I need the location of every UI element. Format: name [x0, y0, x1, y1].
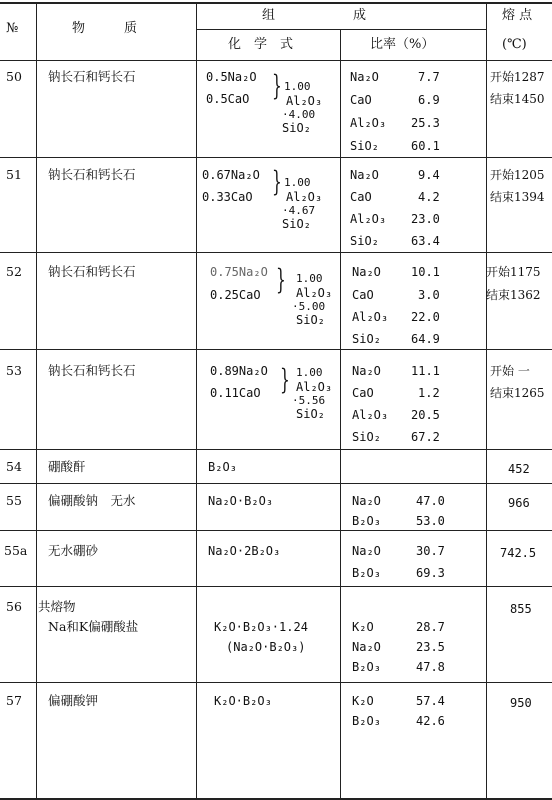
melting-start: 开始 一: [490, 364, 530, 378]
formula-right: ·4.00: [282, 108, 316, 121]
row-no: 51: [6, 167, 22, 182]
row-name: 无水硼砂: [48, 543, 99, 558]
col-line-4: [486, 2, 487, 800]
row-no: 52: [6, 264, 22, 279]
brace: }: [272, 165, 282, 198]
formula: B₂O₃: [208, 460, 237, 474]
ratio-compound: K₂O: [352, 694, 374, 708]
brace: }: [272, 69, 282, 102]
row-name: 硼酸酐: [48, 459, 86, 474]
ratio-compound: Na₂O: [350, 70, 379, 84]
row-sep-55: [0, 530, 552, 531]
ratio-compound: Al₂O₃: [352, 408, 389, 422]
formula-right: 1.00: [284, 176, 311, 189]
melting-start: 开始1175: [486, 265, 541, 279]
formula-right: Al₂O₃: [296, 286, 333, 300]
melting-end: 结束1450: [490, 92, 545, 106]
ratio-compound: CaO: [350, 190, 372, 204]
row-name: 钠长石和钙长石: [48, 264, 136, 279]
formula-line: 0.25CaO: [210, 288, 261, 302]
ratio-compound: B₂O₃: [352, 566, 381, 580]
ratio-value: 47.8: [416, 660, 445, 674]
melting-end: 结束1362: [486, 288, 541, 302]
formula-right: 1.00: [296, 272, 323, 285]
ratio-value: 64.9: [411, 332, 440, 346]
formula-right: Al₂O₃: [296, 380, 333, 394]
formula-right: SiO₂: [296, 313, 325, 327]
row-sep-52: [0, 349, 552, 350]
ratio-value: 3.0: [418, 288, 440, 302]
header-unit: (℃): [502, 37, 527, 52]
header-composition: 组 成: [262, 8, 367, 23]
formula: K₂O·B₂O₃: [214, 694, 272, 708]
row-name: 钠长石和钙长石: [48, 363, 136, 378]
row-sep-55a: [0, 586, 552, 587]
ratio-value: 20.5: [411, 408, 440, 422]
row-name: 共熔物: [38, 599, 76, 614]
melting-point: 966: [508, 496, 530, 510]
row-sep-53: [0, 449, 552, 450]
ratio-value: 28.7: [416, 620, 445, 634]
ratio-compound: B₂O₃: [352, 660, 381, 674]
ratio-value: 6.9: [418, 93, 440, 107]
brace: }: [276, 263, 286, 296]
formula-right: ·4.67: [282, 204, 316, 217]
row-no: 55a: [4, 543, 28, 558]
ratio-value: 53.0: [416, 514, 445, 528]
ratio-value: 30.7: [416, 544, 445, 558]
header-substance: 物 质: [72, 21, 138, 36]
ratio-value: 23.0: [411, 212, 440, 226]
formula-line: 0.89Na₂O: [210, 364, 268, 378]
melting-point: 950: [510, 696, 532, 710]
ratio-compound: Na₂O: [352, 494, 381, 508]
formula-right: SiO₂: [282, 121, 311, 135]
ratio-value: 25.3: [411, 116, 440, 130]
melting-end: 结束1394: [490, 190, 545, 204]
ratio-compound: SiO₂: [352, 430, 381, 444]
ratio-value: 60.1: [411, 139, 440, 153]
row-sep-51: [0, 252, 552, 253]
row-name-sub: Na和K偏硼酸盐: [48, 619, 139, 634]
ratio-compound: CaO: [350, 93, 372, 107]
ratio-value: 47.0: [416, 494, 445, 508]
header-formula: 化 学 式: [228, 37, 294, 52]
melting-end: 结束1265: [490, 386, 545, 400]
formula-right: SiO₂: [296, 407, 325, 421]
ratio-compound: SiO₂: [350, 139, 379, 153]
formula-line: 0.5CaO: [206, 92, 250, 106]
formula-line: 0.5Na₂O: [206, 70, 257, 84]
formula: Na₂O·2B₂O₃: [208, 544, 281, 558]
formula: K₂O·B₂O₃·1.24: [214, 620, 308, 634]
ratio-compound: Al₂O₃: [352, 310, 389, 324]
row-sep-56: [0, 682, 552, 683]
formula-line: 0.33CaO: [202, 190, 253, 204]
row-no: 55: [6, 493, 22, 508]
brace: }: [280, 363, 290, 396]
melting-point: 452: [508, 462, 530, 476]
formula-right: 1.00: [296, 366, 323, 379]
ratio-compound: Al₂O₃: [350, 212, 387, 226]
ratio-value: 23.5: [416, 640, 445, 654]
melting-point: 742.5: [500, 546, 537, 560]
row-name: 钠长石和钙长石: [48, 167, 136, 182]
row-no: 50: [6, 69, 22, 84]
ratio-value: 67.2: [411, 430, 440, 444]
ratio-compound: Na₂O: [350, 168, 379, 182]
row-name: 钠长石和钙长石: [48, 69, 136, 84]
formula-line: 0.67Na₂O: [202, 168, 260, 182]
ratio-compound: Na₂O: [352, 364, 381, 378]
header-mid-line: [196, 29, 486, 30]
ratio-value: 4.2: [418, 190, 440, 204]
formula-right: SiO₂: [282, 217, 311, 231]
formula-right: 1.00: [284, 80, 311, 93]
ratio-compound: Al₂O₃: [350, 116, 387, 130]
col-line-3: [340, 29, 341, 800]
melting-start: 开始1205: [490, 168, 545, 182]
ratio-value: 7.7: [418, 70, 440, 84]
formula: Na₂O·B₂O₃: [208, 494, 274, 508]
row-name: 偏硼酸钠 无水: [48, 493, 136, 508]
ratio-value: 63.4: [411, 234, 440, 248]
formula-line: 0.11CaO: [210, 386, 261, 400]
header-no: №: [6, 21, 19, 36]
ratio-value: 11.1: [411, 364, 440, 378]
formula-sub: (Na₂O·B₂O₃): [226, 640, 306, 654]
ratio-value: 1.2: [418, 386, 440, 400]
col-line-2: [196, 2, 197, 800]
row-sep-50: [0, 157, 552, 158]
ratio-value: 42.6: [416, 714, 445, 728]
ratio-compound: CaO: [352, 386, 374, 400]
ratio-compound: SiO₂: [350, 234, 379, 248]
ratio-compound: K₂O: [352, 620, 374, 634]
ratio-compound: Na₂O: [352, 265, 381, 279]
ratio-compound: Na₂O: [352, 640, 381, 654]
ratio-value: 69.3: [416, 566, 445, 580]
ratio-compound: Na₂O: [352, 544, 381, 558]
ratio-compound: CaO: [352, 288, 374, 302]
melting-start: 开始1287: [490, 70, 545, 84]
ratio-value: 9.4: [418, 168, 440, 182]
row-sep-54: [0, 483, 552, 484]
row-no: 54: [6, 459, 22, 474]
header-bottom-line: [0, 60, 552, 61]
row-no: 53: [6, 363, 22, 378]
row-no: 56: [6, 599, 22, 614]
ratio-value: 10.1: [411, 265, 440, 279]
formula-line: 0.75Na₂O: [210, 265, 268, 279]
header-melting-point: 熔 点: [502, 8, 533, 23]
formula-right: ·5.56: [292, 394, 326, 407]
col-line-1: [36, 2, 37, 800]
melting-point: 855: [510, 602, 532, 616]
formula-right: ·5.00: [292, 300, 326, 313]
ratio-value: 22.0: [411, 310, 440, 324]
row-name: 偏硼酸钾: [48, 693, 99, 708]
formula-right: Al₂O₃: [286, 94, 323, 108]
header-ratio: 比率（%）: [370, 37, 435, 52]
ratio-value: 57.4: [416, 694, 445, 708]
formula-right: Al₂O₃: [286, 190, 323, 204]
ratio-compound: SiO₂: [352, 332, 381, 346]
ratio-compound: B₂O₃: [352, 714, 381, 728]
ratio-compound: B₂O₃: [352, 514, 381, 528]
table-top-border: [0, 2, 552, 4]
row-no: 57: [6, 693, 22, 708]
